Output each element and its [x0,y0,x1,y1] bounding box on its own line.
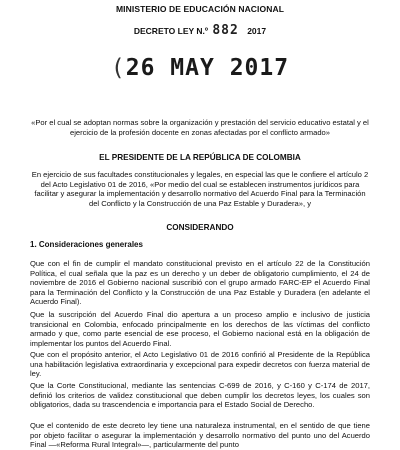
stamp-bracket-icon: ( [110,55,126,81]
date-stamp [0,55,400,81]
ministry-title: MINISTERIO DE EDUCACIÓN NACIONAL [115,4,284,14]
president-heading: EL PRESIDENTE DE LA REPÚBLICA DE COLOMBIA [99,153,301,162]
paragraph: Que la Corte Constitucional, mediante las sentencias C-699 de 2016, y C-160 y C-174 de 2017, definió los criterios de validez constitucional que deben cumplir los decretos leyes, los cuales son obligatorios, dada su trascendencia e importancia para el Estado Social de Derecho. [30,381,370,410]
decree-number: 882 [212,23,239,38]
paragraph: Que la suscripción del Acuerdo Final dio apertura a un proceso amplio e inclusivo de justicia transicional en Colombia, enfocado principalmente en los derechos de las víctimas del conflicto armado y que, como parte esencial de ese proceso, el Gobierno nacional está en la obligación de implementar los puntos del Acuerdo Final. [30,310,370,348]
powers-paragraph: En ejercicio de sus facultades constitucionales y legales, en especial las que le confiere el artículo 2 del Acto Legislativo 01 de 2016, «Por medio del cual se establecen instrumentos jurídicos para facilitar y asegurar la implementación y desarrollo normativo del Acuerdo Final para la Terminación del Conflicto y la Construcción de una Paz Estable y Duradera», y [31,170,369,208]
section-title: 1. Consideraciones generales [30,240,143,249]
decree-line [0,23,400,38]
stamp-date: 26 MAY 2017 [125,55,290,81]
paragraph: Que con el fin de cumplir el mandato constitucional previsto en el artículo 22 de la Constitución Política, el cual señala que la paz es un derecho y un deber de obligatorio cumplimiento, el 24 de noviembre de 2016 el Gobierno nacional suscribió con el grupo armado FARC-EP el Acuerdo Final para la Terminación del Conflicto y la Construcción de una Paz Estable y Duradera (en adelante el Acuerdo Final). [30,259,370,307]
decree-year: 2017 [247,26,267,36]
paragraph: Que el contenido de este decreto ley tiene una naturaleza instrumental, en el sentido de que tiene por objeto facilitar o asegurar la implementación y desarrollo normativo del punto uno del Acuerdo Final —«Reforma Rural Integral»—, particularmente del punto [30,421,370,450]
paragraph: Que con el propósito anterior, el Acto Legislativo 01 de 2016 confirió al Presidente de la República una habilitación legislativa extraordinaria y excepcional para expedir decretos con fuerza material de ley. [30,350,370,379]
decree-label: DECRETO LEY N.º [133,26,208,36]
decree-epigraph: «Por el cual se adoptan normas sobre la organización y prestación del servicio educativo estatal y el ejercicio de la profesión docente en zonas afectadas por el conflicto armado» [31,118,369,137]
considerando-heading: CONSIDERANDO [166,223,234,232]
